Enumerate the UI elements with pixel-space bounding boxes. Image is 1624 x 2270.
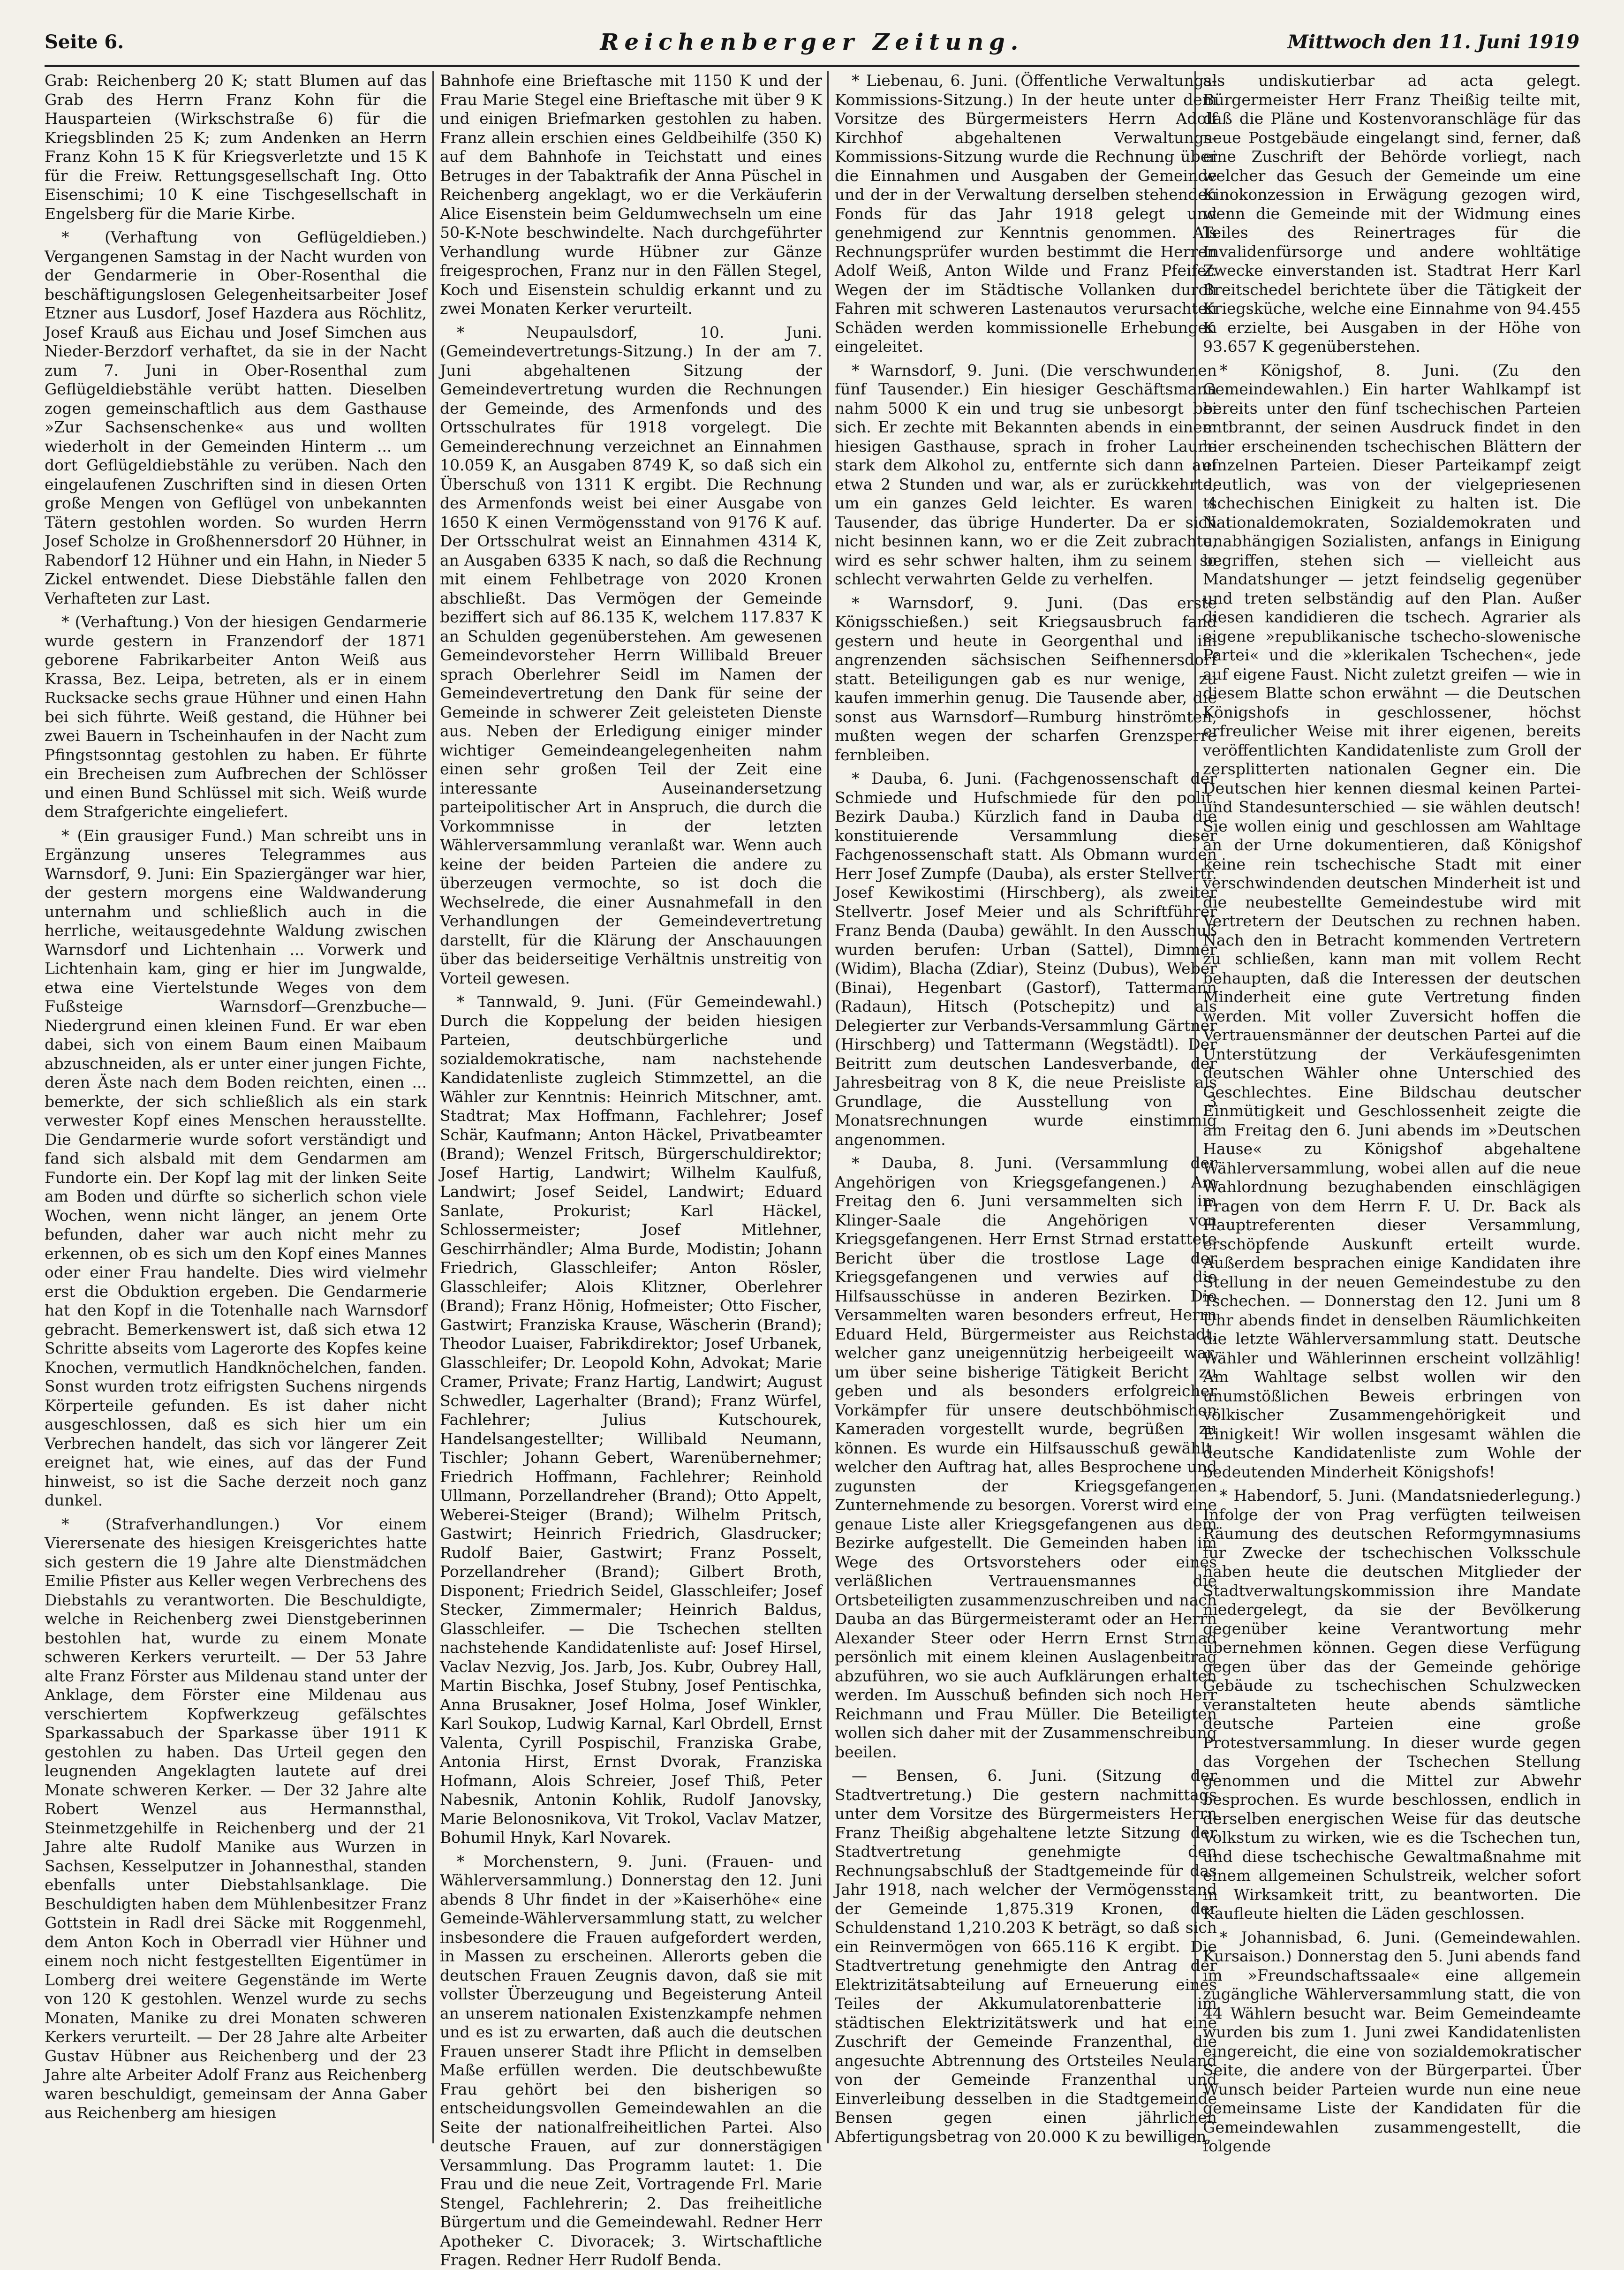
article-paragraph: * Warnsdorf, 9. Juni. (Das erste Königsschießen.) seit Kriegsausbruch fand gestern und heute in Georgenthal und im angrenzenden sächsischen Seifhennersdorf statt. Beteiligungen gab es nur wenige, zu kaufen immerhin genug. Die Tausende aber, die sonst aus Warnsdorf—Rumburg hinströmten, mußten wegen der scharfen Grenzsperre fernbleiben. <box>835 593 1217 764</box>
article-paragraph: Grab: Reichenberg 20 K; statt Blumen auf das Grab des Herrn Franz Kohn für die Hausparteien (Wirkschstraße 6) für die Kriegsblinden 25 K; zum Andenken an Herrn Franz Kohn 15 K für Kriegsverletzte und 15 K für die Freiw. Rettungsgesellschaft Ing. Otto Eisenschimi; 10 K eine Tischgesellschaft in Engelsberg für die Marie Kirbe. <box>45 71 427 223</box>
article-paragraph: — Bensen, 6. Juni. (Sitzung der Stadtvertretung.) Die gestern nachmittags unter dem Vorsitze des Bürgermeisters Herrn Franz Theißig abgehaltene letzte Sitzung der Stadtvertretung genehmigte den Rechnungsabschluß der Stadtgemeinde für das Jahr 1918, nach welcher der Vermögensstand der Gemeinde 1,875.319 Kronen, der Schuldenstand 1,210.203 K beträgt, so daß sich ein Reinvermögen von 665.116 K ergibt. Die Stadtvertretung genehmigte den Antrag der Elektrizitätsabteilung auf Erneuerung eines Teiles der Akkumulatorenbatterie im städtischen Elektrizitätswerk und hat eine Zuschrift der Gemeinde Franzenthal, die angesuchte Abtrennung des Ortsteiles Neuland von der Gemeinde Franzenthal und Einverleibung desselben in die Stadtgemeinde Bensen gegen einen jährlichen Abfertigungsbetrag von 20.000 K zu bewilligen, <box>835 1766 1217 2146</box>
article-paragraph: * Dauba, 8. Juni. (Versammlung der Angehörigen von Kriegsgefangenen.) Am Freitag den 6. Juni versammelten sich im Klinger-Saale die Angehörigen von Kriegsgefangenen. Herr Ernst Strnad erstattete Bericht über die trostlose Lage der Kriegsgefangenen und verwies auf die Hilfsausschüsse in anderen Bezirken. Die Versammelten waren besonders erfreut, Herrn Eduard Held, Bürgermeister aus Reichstadt, welcher ganz uneigennützig herbeigeeilt war, um über seine bisherige Tätigkeit Bericht zu geben und als besonders erfolgreicher Vorkämpfer für unsere deutschböhmischen Kameraden vorgestellt wurde, begrüßen zu können. Es wurde ein Hilfsausschuß gewählt, welcher den Auftrag hat, alles Besprochene und zugunsten der Kriegsgefangenen Zunternehmende zu besorgen. Vorerst wird eine genaue Liste aller Kriegsgefangenen aus dem Bezirke aufgestellt. Die Gemeinden haben im Wege des Ortsvorstehers oder eines verläßlichen Vertrauensmannes die Ortsbeteiligten zusammenzuschreiben und nach Dauba an das Bürgermeisteramt oder an Herrn Alexander Steer oder Herrn Ernst Strnad persönlich mit einem kleinen Auslagenbeitrag abzuführen, wo sie auch Aufklärungen erhalten werden. Im Ausschuß befinden sich noch Herr Reichmann und Frau Müller. Die Beteiligten wollen sich daher mit der Zusammenschreibung beeilen. <box>835 1154 1217 1761</box>
column-1 <box>45 71 427 2148</box>
issue-date: Mittwoch den 11. Juni 1919 <box>1287 31 1579 53</box>
article-paragraph: * (Strafverhandlungen.) Vor einem Vierersenate des hiesigen Kreisgerichtes hatte sich gestern die 19 Jahre alte Dienstmädchen Emilie Pfister aus Keller wegen Verbrechens des Diebstahls zu verantworten. Die Beschuldigte, welche in Reichenberg zwei Dienstgeberinnen bestohlen hat, wurde zu einem Monate schweren Kerkers verurteilt. — Der 53 Jahre alte Franz Förster aus Mildenau stand unter der Anklage, dem Förster eine Mildenau aus verschiertem Kopfwerkzeug gefälschtes Sparkassabuch der Sparkasse über 1911 K gestohlen zu haben. Das Urteil gegen den leugnenden Angeklagten lautete auf drei Monate schweren Kerker. — Der 32 Jahre alte Robert Wenzel aus Hermannsthal, Steinmetzgehilfe in Reichenberg und der 21 Jahre alte Rudolf Manike aus Wurzen in Sachsen, Kesselputzer in Johannesthal, standen ebenfalls unter Diebstahlsanklage. Die Beschuldigten haben dem Mühlenbesitzer Franz Gottstein in Radl drei Säcke mit Roggenmehl, dem Anton Koch in Oberradl vier Hühner und einem noch nicht festgestellten Eigentümer in Lomberg drei weitere Gegenstände im Werte von 120 K gestohlen. Wenzel wurde zu sechs Monaten, Manike zu drei Monaten schweren Kerkers verurteilt. — Der 28 Jahre alte Arbeiter Gustav Hübner aus Reichenberg und der 23 Jahre alte Arbeiter Adolf Franz aus Reichenberg waren beschuldigt, gemeinsam der Anna Gaber aus Reichenberg am hiesigen <box>45 1514 427 2122</box>
column-4 <box>1203 71 1581 2155</box>
article-paragraph: * Liebenau, 6. Juni. (Öffentliche Verwaltungs-Kommissions-Sitzung.) In der heute unter dem Vorsitze des Bürgermeisters Herrn Adolf Kirchhof abgehaltenen Verwaltungs-Kommissions-Sitzung wurde die Rechnung über die Einnahmen und Ausgaben der Gemeinde und der in der Verwaltung derselben stehenden Fonds für das Jahr 1918 gelegt und genehmigend zur Kenntnis genommen. Als Rechnungsprüfer wurden bestimmt die Herren Adolf Weiß, Anton Wilde und Franz Pfeifer. Wegen der im Städtische Vollanken durch Fahren mit schweren Lastenautos verursachten Schäden werden kommissionelle Erhebungen eingeleitet. <box>835 71 1217 356</box>
article-paragraph: * Neupaulsdorf, 10. Juni. (Gemeindevertretungs-Sitzung.) In der am 7. Juni abgehaltenen Sitzung der Gemeindevertretung wurden die Rechnungen der Gemeinde, des Armenfonds und des Ortsschulrates für 1918 vorgelegt. Die Gemeinderechnung verzeichnet an Einnahmen 10.059 K, an Ausgaben 8749 K, so daß sich ein Überschuß von 1311 K ergibt. Die Rechnung des Armenfonds weist bei einer Ausgabe von 1650 K einen Vermögensstand von 9176 K auf. Der Ortsschulrat weist an Einnahmen 4314 K, an Ausgaben 6335 K nach, so daß die Rechnung mit einem Fehlbetrage von 2020 Kronen abschließt. Das Vermögen der Gemeinde beziffert sich auf 86.135 K, welchem 117.837 K an Schulden gegenüberstehen. Am gewesenen Gemeindevorsteher Herrn Willibald Breuer sprach Oberlehrer Seidl im Namen der Gemeindevertretung den Dank für seine der Gemeinde in schwerer Zeit geleisteten Dienste aus. Neben der Erledigung einiger minder wichtiger Gemeindeangelegenheiten nahm einen sehr großen Teil der Zeit eine interessante Auseinandersetzung parteipolitischer Art in Anspruch, die durch die Vorkommnisse in der letzten Wählerversammlung veranlaßt war. Wenn auch keine der beiden Parteien die andere zu überzeugen vermochte, so ist doch die Wechselrede, die einer Ausnahmefall in den Verhandlungen der Gemeindevertretung darstellt, für die Klärung der Anschauungen über das beiderseitige Verhältnis unstreitig von Vorteil gewesen. <box>440 323 822 987</box>
article-paragraph: * (Verhaftung.) Von der hiesigen Gendarmerie wurde gestern in Franzendorf der 1871 geborene Fabrikarbeiter Anton Weiß aus Krassa, Bez. Leipa, betreten, als er in einem Rucksacke sechs graue Hühner und einen Hahn bei sich führte. Weiß gestand, die Hühner bei zwei Bauern in Tscheinhaufen in der Nacht zum Pfingstsonntag gestohlen zu haben. Er führte ein Brecheisen zum Aufbrechen der Schlösser und einen Bund Schlüssel mit sich. Weiß wurde dem Strafgerichte eingeliefert. <box>45 613 427 821</box>
article-paragraph: * Warnsdorf, 9. Juni. (Die verschwundenen fünf Tausender.) Ein hiesiger Geschäftsmann nahm 5000 K ein und trug sie unbesorgt bei sich. Er zechte mit Bekannten abends in einem hiesigen Gasthause, sprach in froher Laune stark dem Alkohol zu, entfernte sich dann auf etwa 2 Stunden und war, als er zurückkehrte, um ein ganzes Geld leichter. Es waren 4 Tausender, das übrige Hunderter. Da er sich nicht besinnen kann, wo er die Zeit zubrachte, wird es sehr schwer halten, ihm zu seinem so schlecht verwahrten Gelde zu verhelfen. <box>835 361 1217 588</box>
masthead <box>45 27 1579 67</box>
article-paragraph: Bahnhofe eine Brieftasche mit 1150 K und der Frau Marie Stegel eine Brieftasche mit über 9 K und einigen Briefmarken gestohlen zu haben. Franz allein erschien eines Geldbeihilfe (350 K) auf dem Bahnhofe in Teichstatt und eines Betruges in der Tabaktrafik der Anna Püschel in Reichenberg angeklagt, wo er die Verkäuferin Alice Eisenstein beim Geldumwechseln um eine 50-K-Note beschwindelte. Nach durchgeführter Verhandlung wurde Hübner zur Gänze freigesprochen, Franz nur in den Fällen Stegel, Koch und Eisenstein schuldig erkannt und zu zwei Monaten Kerker verurteilt. <box>440 71 822 318</box>
column-rule <box>827 71 829 2143</box>
column-rule <box>432 71 434 2143</box>
column-2 <box>440 71 822 2269</box>
article-paragraph: * Johannisbad, 6. Juni. (Gemeindewahlen. Kursaison.) Donnerstag den 5. Juni abends fand im »Freundschaftssaale« eine allgemein zugängliche Wählerversammlung statt, die von 44 Wählern besucht war. Beim Gemeindeamte wurden bis zum 1. Juni zwei Kandidatenlisten eingereicht, die eine von sozialdemokratischer Seite, die andere von der Bürgerpartei. Über Wunsch beider Parteien wurde nun eine neue gemeinsame Liste der Kandidaten für die Gemeindewahlen zusammengestellt, die folgende <box>1203 1928 1581 2155</box>
article-paragraph: * Habendorf, 5. Juni. (Mandatsniederlegung.) Infolge der von Prag verfügten teilweisen Räumung des deutschen Reformgymnasiums für Zwecke der tschechischen Volksschule haben heute die deutschen Mitglieder der Stadtverwaltungskommission ihre Mandate niedergelegt, da sie der Bevölkerung gegenüber keine Verantwortung mehr übernehmen können. Gegen diese Verfügung gegen über das der Gemeinde gehörige Gebäude zu tschechischen Schulzwecken veranstalteten heute abends sämtliche deutsche Parteien eine große Protestversammlung. In dieser wurde gegen das Vorgehen der Tschechen Stellung genommen und die Mittel zur Abwehr besprochen. Es wurde beschlossen, endlich in derselben energischen Weise für das deutsche Volkstum zu wirken, wie es die Tschechen tun, und diese tschechische Gewaltmaßnahme mit einem allgemeinen Schulstreik, welcher sofort in Wirksamkeit tritt, zu beantworten. Die Kaufleute hielten die Läden geschlossen. <box>1203 1486 1581 1922</box>
column-3 <box>835 71 1217 2148</box>
article-paragraph: * Dauba, 6. Juni. (Fachgenossenschaft der Schmiede und Hufschmiede für den polit. Bezirk Dauba.) Kürzlich fand in Dauba die konstituierende Versammlung dieser Fachgenossenschaft statt. Als Obmann wurden Herr Josef Zumpfe (Dauba), als erster Stellvertr. Josef Kewikostimi (Hirschberg), als zweiter Stellvertr. Josef Meier und als Schriftführer Franz Benda (Dauba) gewählt. In den Ausschuß wurden berufen: Urban (Sattel), Dimmer (Widim), Blacha (Zdiar), Steinz (Dubus), Weber (Binai), Hegenbart (Gastorf), Tattermann (Radaun), Hitsch (Potschepitz) und als Delegierter zur Verbands-Versammlung Gärtner (Hirschberg) und Tattermann (Wegstädtl). Der Beitritt zum deutschen Landesverbande, der Jahresbeitrag von 8 K, die neue Preisliste als Grundlage, die Ausstellung von 3 Monatsrechnungen wurde einstimmig angenommen. <box>835 769 1217 1149</box>
article-paragraph: * (Verhaftung von Geflügeldieben.) Vergangenen Samstag in der Nacht wurden von der Gendarmerie in Ober-Rosenthal die beschäftigungslosen Gelegenheitsarbeiter Josef Etzner aus Lusdorf, Josef Hazdera aus Röchlitz, Josef Krauß aus Eichau und Josef Simchen aus Nieder-Berzdorf verhaftet, da sie in der Nacht zum 7. Juni in Ober-Rosenthal zum Geflügeldiebstähle verübt hatten. Dieselben zogen gemeinschaftlich aus dem Gasthause »Zur Sachsenschenke« aus und wollten wiederholt in der Gemeinden Hinterm ... um dort Geflügeldiebstähle zu verüben. Nach den eingelaufenen Zuschriften sind in diesen Orten große Mengen von Geflügel von unbekannten Tätern gestohlen worden. So wurden Herrn Josef Scholze in Großhennersdorf 20 Hühner, in Rabendorf 12 Hühner und ein Hahn, in Nieder 5 Zickel entwendet. Diese Diebstähle fallen den Verhafteten zur Last. <box>45 228 427 607</box>
page-number: Seite 6. <box>45 31 124 53</box>
article-paragraph: * Tannwald, 9. Juni. (Für Gemeindewahl.) Durch die Koppelung der beiden hiesigen Parteien, deutschbürgerliche und sozialdemokratische, nam nachstehende Kandidatenliste zugleich Stimmzettel, an die Wähler zur Kenntnis: Heinrich Mitschner, amt. Stadtrat; Max Hoffmann, Fachlehrer; Josef Schär, Kaufmann; Anton Häckel, Privatbeamter (Brand); Wenzel Fritsch, Bürgerschuldirektor; Josef Hartig, Landwirt; Wilhelm Kaulfuß, Landwirt; Josef Seidel, Landwirt; Eduard Sanlate, Prokurist; Karl Häckel, Schlossermeister; Josef Mitlehner, Geschirrhändler; Alma Burde, Modistin; Johann Friedrich, Glasschleifer; Anton Rösler, Glasschleifer; Alois Klitzner, Oberlehrer (Brand); Franz Hönig, Hofmeister; Otto Fischer, Gastwirt; Franziska Krause, Wäscherin (Brand); Theodor Luaiser, Fabrikdirektor; Josef Urbanek, Glasschleifer; Dr. Leopold Kohn, Advokat; Marie Cramer, Private; Franz Hartig, Landwirt; August Schwedler, Lagerhalter (Brand); Franz Würfel, Fachlehrer; Julius Kutschourek, Handelsangestellter; Willibald Neumann, Tischler; Johann Gebert, Warenübernehmer; Friedrich Hoffmann, Fachlehrer; Reinhold Ullmann, Porzellandreher (Brand); Otto Appelt, Weberei-Steiger (Brand); Wilhelm Pritsch, Gastwirt; Heinrich Friedrich, Glasdrucker; Rudolf Baier, Gastwirt; Franz Posselt, Porzellandreher (Brand); Gilbert Broth, Disponent; Friedrich Seidel, Glasschleifer; Josef Stecker, Zimmermaler; Heinrich Baldus, Glasschleifer. — Die Tschechen stellten nachstehende Kandidatenliste auf: Josef Hirsel, Vaclav Nezvig, Jos. Jarb, Jos. Kubr, Oubrey Hall, Martin Bischka, Josef Stubny, Josef Pentischka, Anna Brusakner, Josef Holma, Josef Winkler, Karl Soukop, Ludwig Karnal, Karl Obrdell, Ernst Valenta, Cyrill Pospischil, Franziska Grabe, Antonia Hirst, Ernst Dvorak, Franziska Hofmann, Alois Schreier, Josef Thiß, Peter Nabesnik, Antonin Kohlik, Rudolf Janovsky, Marie Belonosnikova, Vit Trokol, Vaclav Matzer, Bohumil Hnyk, Karl Novarek. <box>440 992 822 1846</box>
article-paragraph: * Königshof, 8. Juni. (Zu den Gemeindewahlen.) Ein harter Wahlkampf ist bereits unter den fünf tschechischen Parteien entbrannt, der seinen Ausdruck findet in den hier erscheinenden tschechischen Blättern der einzelnen Parteien. Dieser Parteikampf zeigt deutlich, was von der vielgepriesenen tschechischen Einigkeit zu halten ist. Die Nationaldemokraten, Sozialdemokraten und unabhängigen Sozialisten, anfangs in Einigung begriffen, stehen sich — vielleicht aus Mandatshunger — jetzt feindselig gegenüber und treten selbständig auf den Plan. Außer diesen kandidieren die tschech. Agrarier als eigene »republikanische tschecho-slowenische Partei« und die »klerikalen Tschechen«, jede auf eigene Faust. Nicht zuletzt greifen — wie in diesem Blatte schon erwähnt — die Deutschen Königshofs in geschlossener, höchst erfreulicher Weise mit ihrer eigenen, bereits veröffentlichten Kandidatenliste zum Groll der zersplitterten nationalen Gegner ein. Die Deutschen hier kennen diesmal keinen Partei- und Standesunterschied — sie wählen deutsch! Sie wollen einig und geschlossen am Wahltage an der Urne dokumentieren, daß Königshof keine rein tschechische Stadt mit einer verschwindenden deutschen Minderheit ist und die neubestellte Gemeindestube wird mit Vertretern der Deutschen zu rechnen haben. Nach den in Betracht kommenden Vertretern zu schließen, kann man mit vollem Recht behaupten, daß die Interessen der deutschen Minderheit eine gute Vertretung finden werden. Mit voller Zuversicht hoffen die Vertrauensmänner der deutschen Partei auf die Unterstützung der Verkäufesgenimten deutschen Wähler ohne Unterschied des Geschlechtes. Eine Bildschau deutscher Einmütigkeit und Geschlossenheit zeigte die am Freitag den 6. Juni abends im »Deutschen Hause« zu Königshof abgehaltene Wählerversammlung, wobei allen auf die neue Wahlordnung bezughabenden einschlägigen Fragen von dem Herrn F. U. Dr. Back als Hauptreferenten dieser Versammlung, erschöpfende Auskunft erteilt wurde. Außerdem besprachen einige Kandidaten ihre Stellung in der neuen Gemeindestube zu den Tschechen. — Donnerstag den 12. Juni um 8 Uhr abends findet in denselben Räumlichkeiten die letzte Wählerversammlung statt. Deutsche Wähler und Wählerinnen erscheint vollzählig! Am Wahltage selbst wollen wir den unumstößlichen Beweis erbringen von völkischer Zusammengehörigkeit und Einigkeit! Wir wollen insgesamt wählen die deutsche Kandidatenliste zum Wohle der bedeutenden Minderheit Königshofs! <box>1203 361 1581 1481</box>
newspaper-title: Reichenberger Zeitung. <box>600 29 1024 55</box>
article-paragraph: * Morchenstern, 9. Juni. (Frauen- und Wählerversammlung.) Donnerstag den 12. Juni abends 8 Uhr findet in der »Kaiserhöhe« eine Gemeinde-Wählerversammlung statt, zu welcher insbesondere die Frauen aufgefordert werden, in Massen zu erscheinen. Allerorts geben die deutschen Frauen Zeugnis davon, daß sie mit vollster Überzeugung und Begeisterung Anteil an unserem nationalen Existenzkampfe nehmen und es ist zu erwarten, daß auch die deutschen Frauen unserer Stadt ihre Pflicht in demselben Maße erfüllen werden. Die deutschbewußte Frau gehört bei den bisherigen so entscheidungsvollen Gemeindewahlen an die Seite der nationalfreiheitlichen Partei. Also deutsche Frauen, auf zur donnerstägigen Versammlung. Das Programm lautet: 1. Die Frau und die neue Zeit, Vortragende Frl. Marie Stengel, Fachlehrerin; 2. Das freiheitliche Bürgertum und die Gemeindewahl. Redner Herr Apotheker C. Divoracek; 3. Wirtschaftliche Fragen. Redner Herr Rudolf Benda. <box>440 1852 822 2269</box>
article-paragraph: als undiskutierbar ad acta gelegt. Bürgermeister Herr Franz Theißig teilte mit, daß die Pläne und Kostenvoranschläge für das neue Postgebäude eingelangt sind, ferner, daß eine Zuschrift der Behörde vorliegt, nach welcher das Gesuch der Gemeinde um eine Kinokonzession in Erwägung gezogen wird, wenn die Gemeinde mit der Widmung eines Teiles des Reinertrages für die Invalidenfürsorge und andere wohltätige Zwecke einverstanden ist. Stadtrat Herr Karl Breitschedel berichtete über die Tätigkeit der Kriegsküche, welche eine Einnahme von 94.455 K erzielte, bei Ausgaben in der Höhe von 93.657 K gegenüberstehen. <box>1203 71 1581 356</box>
article-paragraph: * (Ein grausiger Fund.) Man schreibt uns in Ergänzung unseres Telegrammes aus Warnsdorf, 9. Juni: Ein Spaziergänger war hier, der gestern morgens eine Waldwanderung unternahm und schließlich auch in die herrliche, weitausgedehnte Waldung zwischen Warnsdorf und Lichtenhain ... Vorwerk und Lichtenhain kam, ging er hier im Jungwalde, etwa eine Viertelstunde Weges von dem Fußsteige Warnsdorf—Grenzbuche—Niedergrund einen kleinen Fund. Er war eben dabei, sich von einem Baum einen Maibaum abzuschneiden, als er unter einer jungen Fichte, deren Äste nach dem Boden reichten, einen ... bemerkte, der sich schließlich als ein stark verwester Kopf eines Menschen herausstellte. Die Gendarmerie wurde sofort verständigt und fand sich alsbald mit dem Gendarmen am Fundorte ein. Der Kopf lag mit der linken Seite am Boden und dürfte so sicherlich schon viele Wochen, wenn nicht länger, an jenem Orte befunden, daher war auch nicht mehr zu erkennen, ob es sich um den Kopf eines Mannes oder einer Frau handelte. Dies wird vielmehr erst die Obduktion ergeben. Die Gendarmerie hat den Kopf in die Totenhalle nach Warnsdorf gebracht. Bemerkenswert ist, daß sich etwa 12 Schritte abseits vom Lagerorte des Kopfes keine Knochen, vermutlich Handknöchelchen, fanden. Sonst wurden trotz eifrigsten Suchens nirgends Körperteile gefunden. Es ist daher nicht ausgeschlossen, daß es sich hier um ein Verbrechen handelt, das sich vor längerer Zeit ereignet hat, wie eines, auf das der Fund hinweist, so ist die Sache derzeit noch ganz dunkel. <box>45 826 427 1509</box>
